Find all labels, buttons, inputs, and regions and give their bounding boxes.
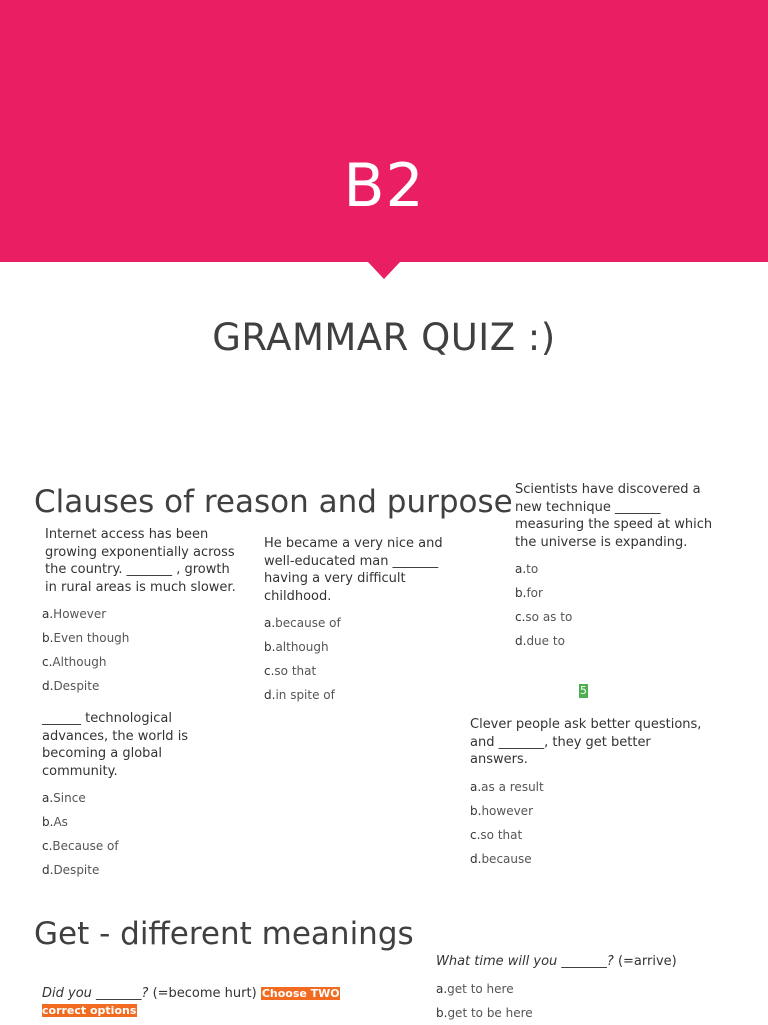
option-b[interactable] <box>42 810 202 834</box>
quiz-title: GRAMMAR QUIZ :) <box>212 316 556 359</box>
question-hint: (=become hurt) <box>148 986 261 1001</box>
option-letter: d. <box>264 688 276 702</box>
option-c[interactable] <box>42 834 202 858</box>
option-b[interactable] <box>436 1001 736 1025</box>
option-a[interactable] <box>436 977 736 1001</box>
question-text: Scientists have discovered a new technique _______ measuring the speed at which the universe is expanding. <box>515 482 713 550</box>
section-heading-clauses: Clauses of reason and purpose <box>34 484 513 520</box>
option-letter: c. <box>264 664 275 678</box>
question-card-4 <box>42 710 202 877</box>
question-card-2 <box>264 535 449 707</box>
option-text: so that <box>480 827 523 842</box>
question-text <box>436 953 736 971</box>
option-text: However <box>53 607 107 621</box>
option-text: get to be here <box>447 1005 533 1020</box>
option-text: as a result <box>481 779 544 794</box>
option-letter: a. <box>42 607 54 621</box>
option-text: As <box>53 815 68 829</box>
option-d[interactable] <box>42 674 242 698</box>
option-a[interactable] <box>42 786 202 810</box>
option-a[interactable] <box>264 611 449 635</box>
option-text: although <box>275 640 329 654</box>
option-letter: a. <box>436 981 448 996</box>
count-badge: 5 <box>580 684 587 697</box>
option-c[interactable] <box>42 650 242 674</box>
question-text: Clever people ask better questions, and _______, they get better answers. <box>470 717 702 767</box>
option-letter: b. <box>264 640 276 654</box>
option-letter: d. <box>42 679 54 693</box>
question-prompt: Did you _______? <box>42 986 149 1001</box>
option-b[interactable] <box>264 635 449 659</box>
option-a[interactable] <box>515 557 725 581</box>
option-text: Despite <box>53 863 100 877</box>
option-c[interactable] <box>515 605 725 629</box>
option-b[interactable] <box>42 626 242 650</box>
option-d[interactable] <box>264 683 449 707</box>
banner-pointer <box>368 262 400 279</box>
option-text: get to here <box>447 981 514 996</box>
option-a[interactable] <box>42 602 242 626</box>
option-text: Although <box>52 655 107 669</box>
option-list <box>515 557 725 653</box>
instruction-highlight: Choose TWO correct options <box>42 987 340 1017</box>
option-c[interactable] <box>264 659 449 683</box>
option-letter: a. <box>264 616 276 630</box>
option-letter: a. <box>42 791 54 805</box>
option-text: so that <box>274 664 317 678</box>
option-list <box>436 977 736 1025</box>
question-text <box>42 986 372 1019</box>
question-card-3 <box>515 481 725 653</box>
banner-title: B2 <box>343 151 425 221</box>
question-prompt: What time will you _______? <box>436 954 614 969</box>
option-letter: b. <box>470 803 482 818</box>
option-d[interactable] <box>42 858 202 882</box>
option-text: Despite <box>53 679 100 693</box>
option-text: Even though <box>53 631 130 645</box>
option-list <box>264 611 449 707</box>
question-text: ______ technological advances, the world is becoming a global community. <box>42 711 189 779</box>
option-letter: b. <box>42 631 54 645</box>
option-a[interactable] <box>470 775 710 799</box>
option-letter: b. <box>42 815 54 829</box>
question-text: Internet access has been growing exponentially across the country. _______ , growth in rural areas is much slower. <box>45 527 236 595</box>
option-letter: d. <box>42 863 54 877</box>
option-text: to <box>526 562 539 576</box>
question-card-6 <box>42 986 372 1025</box>
option-c[interactable] <box>470 823 710 847</box>
option-text: due to <box>526 634 565 648</box>
section-heading-get: Get - different meanings <box>34 916 414 952</box>
option-text: Because of <box>52 839 119 853</box>
option-letter: d. <box>470 851 482 866</box>
option-letter: d. <box>515 634 527 648</box>
title-banner <box>0 0 768 262</box>
option-list <box>42 786 202 882</box>
option-d[interactable] <box>470 847 710 871</box>
option-text: because of <box>275 616 341 630</box>
option-letter: c. <box>470 827 481 842</box>
option-b[interactable] <box>470 799 710 823</box>
question-card-1 <box>42 526 242 698</box>
option-text: for <box>526 586 543 600</box>
option-letter: b. <box>436 1005 448 1020</box>
option-letter: c. <box>515 610 526 624</box>
option-list <box>42 602 242 698</box>
option-list <box>470 775 710 871</box>
option-letter: a. <box>470 779 482 794</box>
option-letter: a. <box>515 562 527 576</box>
option-letter: b. <box>515 586 527 600</box>
option-letter: c. <box>42 655 53 669</box>
option-text: in spite of <box>275 688 335 702</box>
question-card-7 <box>436 953 736 1025</box>
option-d[interactable] <box>515 629 725 653</box>
question-card-5 <box>470 716 710 871</box>
option-text: however <box>481 803 533 818</box>
option-b[interactable] <box>515 581 725 605</box>
question-text: He became a very nice and well-educated man _______ having a very difficult childhood. <box>264 536 443 604</box>
option-text: Since <box>53 791 86 805</box>
option-text: because <box>481 851 532 866</box>
option-letter: c. <box>42 839 53 853</box>
option-text: so as to <box>525 610 573 624</box>
question-hint: (=arrive) <box>613 954 677 969</box>
